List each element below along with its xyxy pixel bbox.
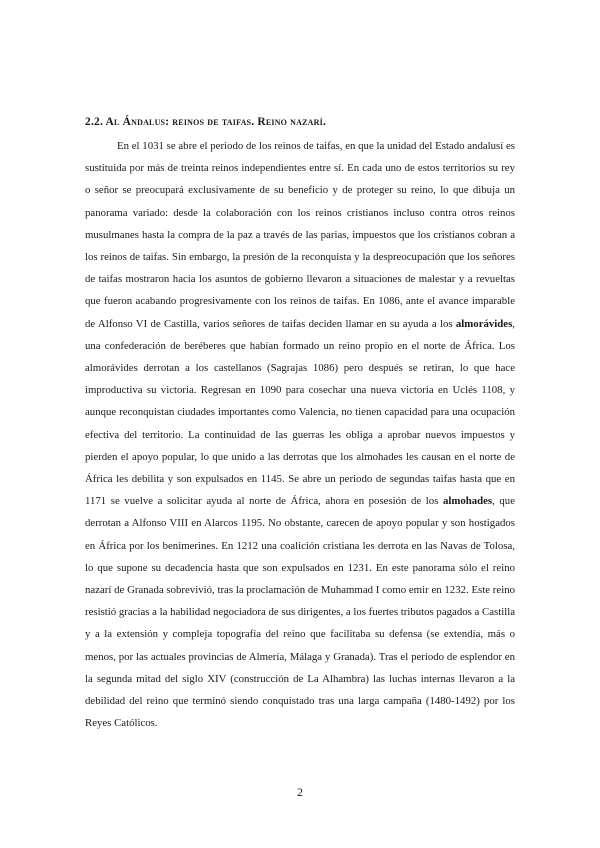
text-run: , que derrotan a Alfonso VIII en Alarcos 1195. No obstante, carecen de apoyo popular y son hostigados en África por los benimerines. En 1212 una coalición cristiana les derrota en las Navas de Tolosa, lo que supone su decadencia hasta que son expulsados en 1231. En este panorama sólo el reino nazarí de Granada sobrevivió, tras la proclamación de Muhammad I como emir en 1232. Este reino resistió gracias a la habilidad negociadora de sus dirigentes, a los fuertes tributos pagados a Castilla y a la extensión y compleja topografía del reino que facilitaba su defensa (se extendía, más o menos, por las actuales provincias de Almería, Málaga y Granada). Tras el periodo de esplendor en la segunda mitad del siglo XIV (construcción de La Alhambra) las luchas internas llevaron a la debilidad del reino que terminó siendo conquistado tras una larga campaña (1480-1492) por los Reyes Católicos. [85, 495, 515, 730]
body-paragraph [85, 135, 515, 734]
text-run: , una confederación de beréberes que habían formado un reino propio en el norte de África. Los almorávides derrotan a los castellanos (Sagrajas 1086) pero después se retiran, lo que hace improductiva su victoria. Regresan en 1090 para cosechar una nueva victoria en Uclés 1108, y aunque reconquistan ciudades importantes como Valencia, no tienen capacidad para una ocupación efectiva del territorio. La continuidad de las guerras les obliga a aprobar nuevos impuestos y pierden el apoyo popular, lo que unido a las derrotas que los almohades les causan en el norte de África les debilita y son expulsados en 1145. Se abre un periodo de segundas taifas hasta que en 1171 se vuelve a solicitar ayuda al norte de África, ahora en posesión de los [85, 317, 515, 508]
section-heading: 2.2. Al Ándalus: reinos de taifas. Reino nazarí. [85, 116, 327, 128]
page-number: 2 [297, 785, 303, 799]
term-almoravides: almorávides [455, 317, 513, 330]
term-almohades: almohades [442, 495, 493, 508]
text-run: En el 1031 se abre el periodo de los reinos de taifas, en que la unidad del Estado andalusí es sustituida por más de treinta reinos independientes entre sí. En cada uno de estos territorios su rey o señor se preocupará exclusivamente de su beneficio y de proteger su reino, lo que dibuja un panorama variado: desde la colaboración con los reinos cristianos incluso contra otros reinos musulmanes hasta la compra de la paz a través de las parias, impuestos que los cristianos cobran a los reinos de taifas. Sin embargo, la presión de la reconquista y la despreocupación que los señores de taifas mostraron hacia los asuntos de gobierno llevaron a situaciones de malestar y a revueltas que fueron acabando progresivamente con los reinos de taifas. En 1086, ante el avance imparable de Alfonso VI de Castilla, varios señores de taifas deciden llamar en su ayuda a los [85, 140, 515, 330]
